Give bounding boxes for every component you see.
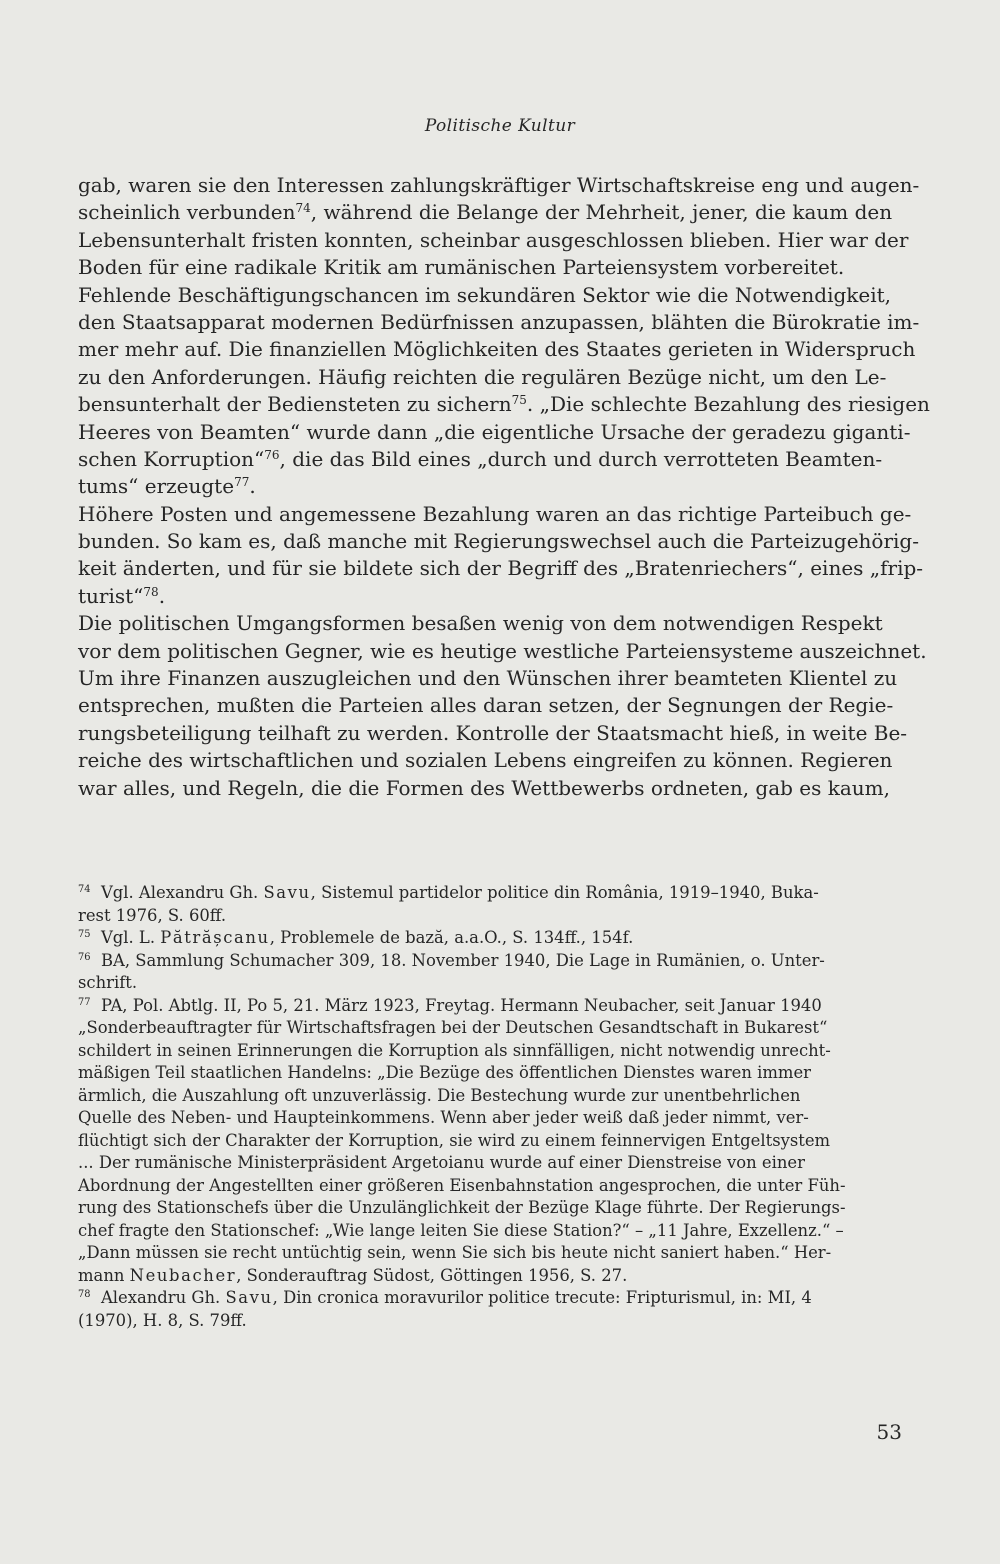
text-line-segment: Lebensunterhalt fristen konnten, scheinbar ausgeschlossen blieben. Hier war der (78, 227, 909, 252)
text-line (78, 501, 912, 528)
text-line (78, 172, 920, 199)
text-line (78, 665, 904, 692)
author-name: Neubacher (129, 1265, 237, 1285)
footnote-number: 74 (78, 884, 91, 896)
footnote-line-segment: chef fragte den Stationschef: „Wie lange leiten Sie diese Station?“ – „11 Jahre, Exzellenz.“ – (78, 1220, 844, 1240)
text-line-segment: Die politischen Umgangsformen besaßen wenig von dem notwendigen Respekt (78, 611, 883, 636)
footnote-line-segment: „Sonderbeauftragter für Wirtschaftsfragen bei der Deutschen Gesandtschaft in Bukarest“ (78, 1018, 828, 1037)
text-line-segment (78, 583, 165, 610)
footnote-marker: 74 (295, 201, 311, 216)
footnote-line (78, 905, 904, 928)
footnote-number: 76 (78, 951, 91, 963)
text-line-segment: keit änderten, und für sie bildete sich der Begriff des „Bratenriechers“, eines „frip- (78, 556, 924, 581)
text-line-segment: Höhere Posten und angemessene Bezahlung waren an das richtige Parteibuch ge- (78, 501, 912, 526)
footnote-line (78, 1130, 904, 1153)
footnote-line (78, 1287, 904, 1310)
footnote-line-segment: mäßigen Teil staatlichen Handelns: „Die Bezüge des öffentlichen Dienstes waren immer (78, 1063, 811, 1082)
footnote-line (78, 1242, 904, 1265)
footnotes (78, 882, 904, 1332)
footnote-line-segment: flüchtigt sich der Charakter der Korruption, sie wird zu einem feinnervigen Entgeltsystem (78, 1130, 831, 1150)
footnote-line (78, 1220, 904, 1243)
footnote-line-segment: Quelle des Neben- und Haupteinkommens. Wenn aber jeder weiß daß jeder nimmt, ver- (78, 1108, 809, 1127)
footnote-line (78, 950, 904, 973)
author-name: Savu (263, 883, 311, 902)
footnote-line (78, 1062, 904, 1085)
text-segment: bensunterhalt der Bediensteten zu sichern (78, 392, 512, 417)
footnote-line (78, 882, 904, 905)
footnote-marker: 78 (143, 584, 159, 599)
text-line-segment: Boden für eine radikale Kritik am rumänischen Parteiensystem vorbereitet. (78, 255, 845, 280)
footnote-line (78, 1017, 904, 1040)
footnote-line-segment: rung des Stationschefs über die Unzulänglichkeit der Bezüge Klage führte. Der Regierungs- (78, 1198, 846, 1217)
footnote-line (78, 1197, 904, 1220)
text-line (78, 555, 924, 582)
text-line (78, 610, 904, 637)
footnote-line (78, 927, 904, 950)
author-name: Pătrășcanu (160, 928, 270, 947)
text-line-segment (78, 473, 256, 500)
text-line-segment: bunden. So kam es, daß manche mit Regierungswechsel auch die Parteizugehörig- (78, 529, 919, 554)
text-line (78, 309, 920, 336)
text-segment: BA, Sammlung Schumacher 309, 18. November 1940, Die Lage in Rumänien, o. Unter- (100, 950, 825, 970)
text-line (78, 419, 911, 446)
text-line (78, 254, 904, 281)
footnote-marker: 76 (264, 447, 280, 462)
text-segment: Vgl. L. (100, 928, 161, 947)
text-line-segment (78, 199, 892, 226)
text-line-segment: reiche des wirtschaftlichen und sozialen Lebens eingreifen zu können. Regieren (78, 748, 893, 773)
footnote (78, 927, 904, 950)
footnote-line (78, 1152, 904, 1175)
footnote (78, 882, 904, 927)
text-line (78, 720, 908, 747)
text-segment: . (249, 474, 256, 499)
text-segment: Alexandru Gh. (100, 1288, 226, 1307)
footnote-line-segment (78, 950, 825, 973)
text-segment: , Din cronica moravurilor politice trecute: Fripturismul, in: MI, 4 (272, 1288, 812, 1307)
author-name: Savu (225, 1288, 273, 1307)
text-line-segment: war alles, und Regeln, die die Formen des Wettbewerbs ordneten, gab es kaum, (78, 775, 891, 800)
text-line-segment (78, 391, 930, 418)
footnote-line-segment (78, 927, 633, 950)
text-line (78, 775, 904, 802)
text-line-segment: vor dem politischen Gegner, wie es heutige westliche Parteiensysteme auszeichnet. (78, 638, 927, 663)
text-line-segment: mer mehr auf. Die finanziellen Möglichkeiten des Staates gerieten in Widerspruch (78, 337, 916, 362)
footnote (78, 950, 904, 995)
footnote-line-segment: ... Der rumänische Ministerpräsident Argetoianu wurde auf einer Dienstreise von einer (78, 1153, 805, 1172)
footnote-line (78, 1175, 904, 1198)
footnote-number: 77 (78, 996, 91, 1008)
text-segment: , Problemele de bază, a.a.O., S. 134ff., 154f. (269, 928, 634, 947)
page-number: 53 (876, 1420, 902, 1444)
footnote-line (78, 1265, 904, 1288)
footnote-line-segment: schrift. (78, 973, 138, 992)
text-segment: tums“ erzeugte (78, 474, 235, 499)
text-line-segment: Um ihre Finanzen auszugleichen und den Wünschen ihrer beamteten Klientel zu (78, 666, 898, 691)
text-segment: , Sonderauftrag Südost, Göttingen 1956, S. 27. (236, 1265, 628, 1285)
footnote-line (78, 1085, 904, 1108)
text-line (78, 528, 919, 555)
text-segment: mann (78, 1265, 130, 1285)
footnote-line-segment (78, 995, 822, 1018)
footnote-number: 75 (78, 929, 91, 941)
text-segment: , während die Belange der Mehrheit, jener, die kaum den (310, 200, 893, 225)
text-line-segment: gab, waren sie den Interessen zahlungskräftiger Wirtschaftskreise eng und augen- (78, 173, 920, 197)
footnote-marker: 77 (234, 475, 250, 490)
text-line (78, 638, 927, 665)
footnote-line-segment: Abordnung der Angestellten einer größeren Eisenbahnstation angesprochen, die unter Füh- (78, 1175, 846, 1195)
text-line (78, 473, 904, 500)
footnote (78, 995, 904, 1288)
text-segment: scheinlich verbunden (78, 200, 296, 225)
text-line (78, 364, 904, 391)
footnote-line (78, 1107, 904, 1130)
text-segment: schen Korruption“ (78, 446, 265, 471)
text-segment: Vgl. Alexandru Gh. (100, 883, 264, 902)
footnote-line-segment: ärmlich, die Auszahlung oft unzuverlässig. Die Bestechung wurde zur unentbehrlichen (78, 1085, 801, 1105)
text-segment: turist“ (78, 583, 144, 608)
footnote-marker: 75 (511, 392, 527, 407)
footnote-line (78, 1040, 904, 1063)
footnote-line-segment (78, 1287, 812, 1310)
text-segment: . „Die schlechte Bezahlung des riesigen (526, 392, 930, 417)
footnote-line-segment: (1970), H. 8, S. 79ff. (78, 1310, 247, 1330)
footnote-line-segment: „Dann müssen sie recht untüchtig sein, wenn Sie sich bis heute nicht saniert haben.“ Her- (78, 1243, 832, 1262)
text-line (78, 747, 904, 774)
text-line-segment: entsprechen, mußten die Parteien alles daran setzen, der Segnungen der Regie- (78, 693, 894, 718)
footnote-line-segment (78, 882, 819, 905)
footnote-line-segment (78, 1265, 627, 1288)
footnote-line (78, 1310, 904, 1333)
text-line (78, 391, 930, 418)
text-line (78, 583, 904, 610)
text-line (78, 282, 904, 309)
body-text (78, 172, 930, 802)
footnote (78, 1287, 904, 1332)
text-line-segment: zu den Anforderungen. Häufig reichten die regulären Bezüge nicht, um den Le- (78, 364, 887, 389)
text-line (78, 446, 904, 473)
footnote-line-segment: rest 1976, S. 60ff. (78, 905, 227, 925)
running-header: Politische Kultur (424, 116, 576, 136)
text-line-segment: Heeres von Beamten“ wurde dann „die eigentliche Ursache der geradezu giganti- (78, 419, 911, 444)
text-segment: , die das Bild eines „durch und durch verrotteten Beamten- (279, 446, 883, 471)
footnote-line (78, 972, 904, 995)
footnote-number: 78 (78, 1289, 91, 1301)
text-line-segment: rungsbeteiligung teilhaft zu werden. Kontrolle der Staatsmacht hieß, in weite Be- (78, 720, 908, 745)
text-line-segment: den Staatsapparat modernen Bedürfnissen anzupassen, blähten die Bürokratie im- (78, 309, 920, 334)
text-line-segment (78, 446, 882, 473)
text-segment: , Sistemul partidelor politice din România, 1919–1940, Buka- (310, 883, 819, 902)
text-line (78, 199, 904, 226)
text-line (78, 227, 909, 254)
text-line (78, 692, 904, 719)
footnote-line (78, 995, 904, 1018)
text-segment: PA, Pol. Abtlg. II, Po 5, 21. März 1923, Freytag. Hermann Neubacher, seit Januar 1940 (100, 995, 822, 1015)
text-line-segment: Fehlende Beschäftigungschancen im sekundären Sektor wie die Notwendigkeit, (78, 282, 892, 307)
text-segment: . (158, 583, 166, 608)
text-line (78, 336, 916, 363)
footnote-line-segment: schildert in seinen Erinnerungen die Korruption als sinnfälligen, nicht notwendig unrecht- (78, 1040, 831, 1060)
